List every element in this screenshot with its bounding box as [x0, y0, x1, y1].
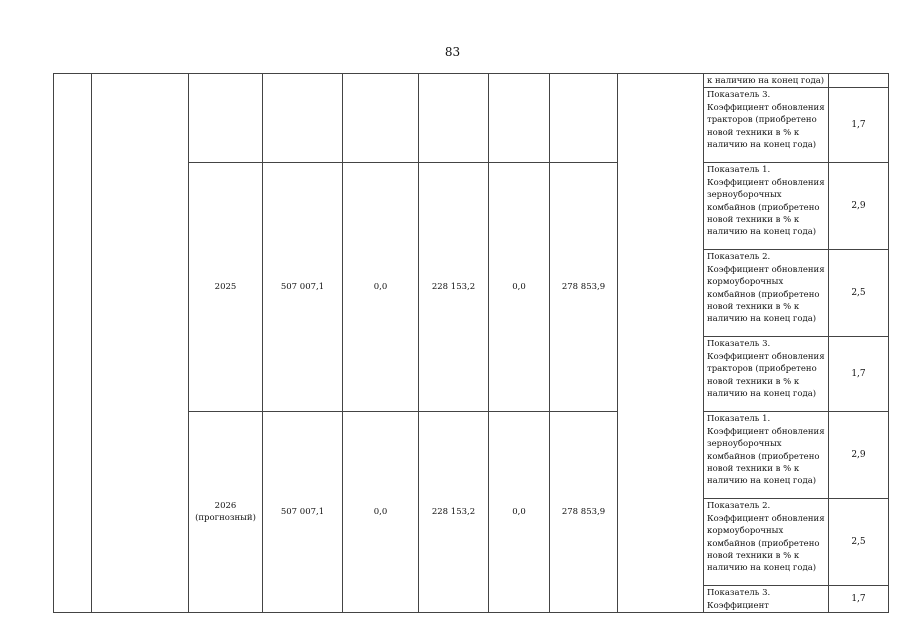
indicator-value — [829, 74, 889, 88]
total-cell — [263, 74, 343, 163]
indicator-text: Показатель 3. Коэффициент обновления тракторов (приобретено новой техники в % к наличию на конец года) — [704, 337, 829, 412]
year-cell — [189, 412, 263, 613]
regional-budget-cell: 228 153,2 — [419, 412, 489, 613]
regional-budget-cell — [419, 74, 489, 163]
extrabudgetary-cell: 278 853,9 — [550, 412, 618, 613]
indicator-text: к наличию на конец года) — [704, 74, 829, 88]
indicator-text: Показатель 2. Коэффициент обновления кормоуборочных комбайнов (приобретено новой техники в % к наличию на конец года) — [704, 499, 829, 586]
indicator-value: 2,5 — [829, 250, 889, 337]
local-budget-cell: 0,0 — [489, 412, 550, 613]
indicator-text: Показатель 3. Коэффициент обновления тракторов (приобретено новой техники в % к наличию на конец года) — [704, 88, 829, 163]
extrabudgetary-cell — [550, 74, 618, 163]
executor-cell — [618, 74, 704, 613]
local-budget-cell: 0,0 — [489, 163, 550, 412]
local-budget-cell — [489, 74, 550, 163]
year-cell — [189, 163, 263, 412]
event-name-cell — [92, 74, 189, 613]
indicator-value: 1,7 — [829, 337, 889, 412]
indicator-value: 2,9 — [829, 163, 889, 250]
indicator-text: Показатель 1. Коэффициент обновления зерноуборочных комбайнов (приобретено новой техники в % к наличию на конец года) — [704, 163, 829, 250]
indicator-value: 2,9 — [829, 412, 889, 499]
program-funding-table — [53, 73, 889, 613]
page-number: 83 — [444, 45, 461, 59]
indicator-text: Показатель 2. Коэффициент обновления кормоуборочных комбайнов (приобретено новой техники в % к наличию на конец года) — [704, 250, 829, 337]
year-label: 2026 — [214, 500, 237, 511]
number-cell — [54, 74, 92, 613]
indicator-text: Показатель 1. Коэффициент обновления зерноуборочных комбайнов (приобретено новой техники в % к наличию на конец года) — [704, 412, 829, 499]
indicator-value: 1,7 — [829, 586, 889, 613]
total-cell: 507 007,1 — [263, 412, 343, 613]
federal-budget-cell — [343, 74, 419, 163]
table-row — [54, 74, 889, 88]
indicator-text: Показатель 3. Коэффициент — [704, 586, 829, 613]
year-cell — [189, 74, 263, 163]
federal-budget-cell: 0,0 — [343, 412, 419, 613]
indicator-value: 2,5 — [829, 499, 889, 586]
total-cell: 507 007,1 — [263, 163, 343, 412]
regional-budget-cell: 228 153,2 — [419, 163, 489, 412]
extrabudgetary-cell: 278 853,9 — [550, 163, 618, 412]
year-note: (прогнозный) — [195, 513, 256, 524]
federal-budget-cell: 0,0 — [343, 163, 419, 412]
indicator-value: 1,7 — [829, 88, 889, 163]
year-label: 2025 — [214, 282, 237, 293]
